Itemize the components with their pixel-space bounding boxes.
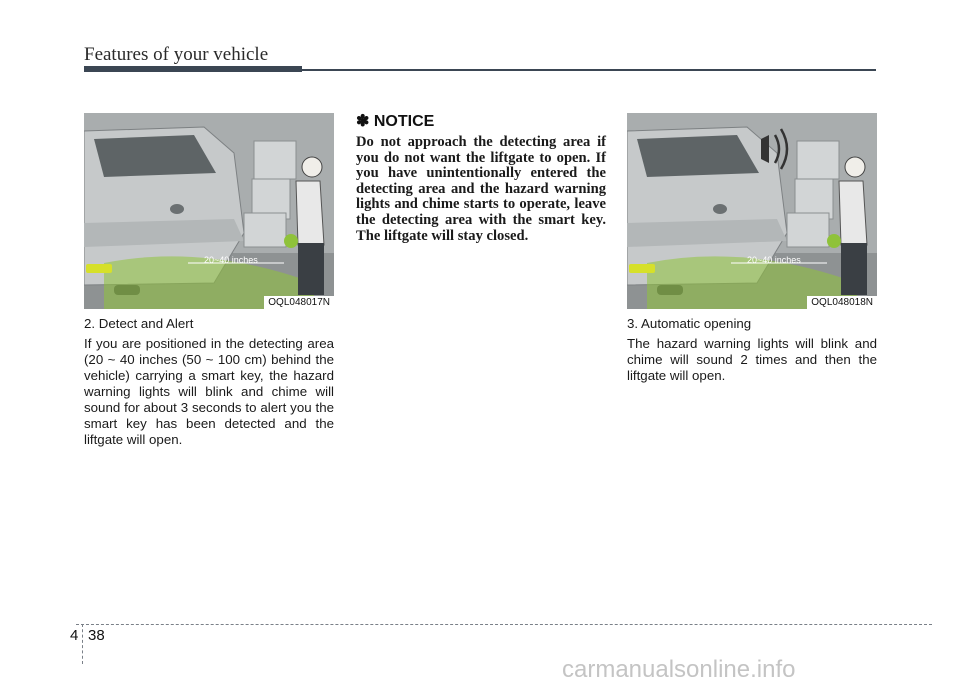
left-column bbox=[84, 316, 334, 448]
page-number: 38 bbox=[88, 627, 105, 644]
distance-label: 20~40 inches bbox=[204, 255, 258, 265]
footer-divider bbox=[82, 624, 83, 664]
figure-automatic-opening bbox=[627, 113, 877, 309]
distance-label: 20~40 inches bbox=[747, 255, 801, 265]
chapter-number: 4 bbox=[70, 627, 79, 644]
notice-symbol-icon: ✽ bbox=[356, 113, 370, 130]
illustration-automatic-opening bbox=[627, 113, 877, 309]
notice-body: Do not approach the detecting area if you do not want the liftgate to open. If you have unintentionally entered the detecting area and the hazard warning lights and chime starts to operate, leave the detecting area with the smart key. The liftgate will stay closed. bbox=[356, 134, 606, 244]
header-rule-thick bbox=[84, 66, 302, 72]
step-body-automatic-opening: The hazard warning lights will blink and chime will sound 2 times and then the liftgate will open. bbox=[627, 336, 877, 383]
watermark-text: carmanualsonline.info bbox=[562, 656, 796, 683]
figure-code: OQL048018N bbox=[807, 296, 877, 309]
header-rule-thin bbox=[300, 69, 876, 71]
figure-code: OQL048017N bbox=[264, 296, 334, 309]
figure-detect-alert bbox=[84, 113, 334, 309]
notice-title bbox=[356, 111, 606, 131]
step-heading-automatic-opening: 3. Automatic opening bbox=[627, 316, 752, 331]
step-heading-detect-alert: 2. Detect and Alert bbox=[84, 316, 194, 331]
notice-title-text: NOTICE bbox=[373, 113, 435, 130]
notice-box bbox=[356, 111, 606, 244]
footer-rule bbox=[76, 624, 932, 625]
right-column bbox=[627, 316, 877, 384]
step-body-detect-alert: If you are positioned in the detecting area (20 ~ 40 inches (50 ~ 100 cm) behind the vehicle) carrying a smart key, the hazard warning lights will blink and chime will sound for about 3 seconds to alert you the smart key has been detected and the liftgate will open. bbox=[84, 336, 334, 447]
section-header-title: Features of your vehicle bbox=[84, 44, 269, 65]
illustration-detect-alert bbox=[84, 113, 334, 309]
